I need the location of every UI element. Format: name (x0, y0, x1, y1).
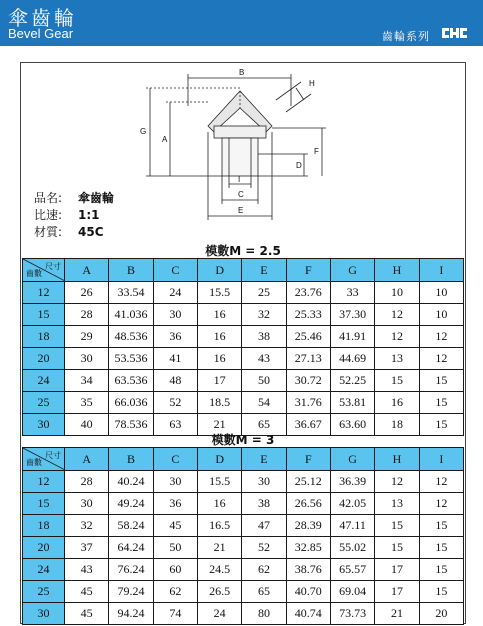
brand-logo-icon (440, 25, 468, 41)
module-title-2-5: 模數M = 2.5 (205, 244, 281, 258)
table-row (23, 326, 464, 348)
table-cell: 26.5 (197, 581, 241, 603)
table-cell: 94.24 (109, 603, 153, 625)
table-cell: 25.46 (286, 326, 330, 348)
column-header: H (375, 448, 419, 471)
spec-block (34, 190, 114, 241)
label-a: A (162, 135, 168, 144)
table-cell: 30 (242, 471, 286, 493)
table-cell: 40.70 (286, 581, 330, 603)
table-cell: 21 (375, 603, 419, 625)
table-row (23, 603, 464, 625)
table-cell: 52 (242, 537, 286, 559)
table-row (23, 559, 464, 581)
table-cell: 21 (197, 537, 241, 559)
teeth-count-cell: 12 (23, 471, 65, 493)
table-cell: 15 (375, 370, 419, 392)
table-cell: 16 (375, 392, 419, 414)
table-cell: 69.04 (330, 581, 374, 603)
table-cell: 50 (242, 370, 286, 392)
table-cell: 17 (375, 581, 419, 603)
spec-table-m3 (22, 447, 464, 625)
table-cell: 38 (242, 326, 286, 348)
table-row (23, 348, 464, 370)
table-row (23, 493, 464, 515)
table-cell: 26 (65, 282, 109, 304)
table-cell: 53.536 (109, 348, 153, 370)
table-cell: 18.5 (197, 392, 241, 414)
table-cell: 45 (65, 581, 109, 603)
table-cell: 30 (65, 348, 109, 370)
table-cell: 40.74 (286, 603, 330, 625)
label-c: C (238, 190, 244, 199)
teeth-count-cell: 18 (23, 515, 65, 537)
label-i: I (238, 175, 241, 184)
table-cell: 21 (197, 414, 241, 436)
spec-ratio-row (34, 207, 114, 224)
spec-ratio-label: 比速: (34, 208, 63, 222)
table-cell: 16 (197, 493, 241, 515)
corner-label-teeth: 齒數 (26, 269, 42, 278)
table-cell: 36.67 (286, 414, 330, 436)
spec-name-label: 品名: (34, 191, 63, 205)
table-row (23, 537, 464, 559)
table-cell: 60 (153, 559, 197, 581)
table-cell: 45 (153, 515, 197, 537)
header-bar (0, 0, 483, 46)
table-cell: 15 (375, 537, 419, 559)
column-header: I (419, 448, 463, 471)
spec-ratio-value: 1:1 (78, 208, 100, 222)
column-header: D (197, 448, 241, 471)
column-header: A (65, 448, 109, 471)
table-row (23, 392, 464, 414)
teeth-count-cell: 30 (23, 414, 65, 436)
table-cell: 41.036 (109, 304, 153, 326)
table-cell: 15 (419, 515, 463, 537)
table-cell: 15 (419, 392, 463, 414)
table-cell: 43 (65, 559, 109, 581)
table-cell: 74 (153, 603, 197, 625)
table-cell: 64.24 (109, 537, 153, 559)
table-cell: 33 (330, 282, 374, 304)
spec-name-row (34, 190, 114, 207)
label-g: G (140, 127, 147, 136)
table-cell: 20 (419, 603, 463, 625)
table-cell: 40 (65, 414, 109, 436)
teeth-count-cell: 20 (23, 537, 65, 559)
table-row (23, 581, 464, 603)
table-cell: 23.76 (286, 282, 330, 304)
table-cell: 37 (65, 537, 109, 559)
table-cell: 58.24 (109, 515, 153, 537)
label-h: H (309, 79, 315, 88)
column-header: I (419, 259, 463, 282)
table-cell: 10 (375, 282, 419, 304)
column-header: B (109, 448, 153, 471)
corner-label-size: 尺寸 (45, 262, 61, 271)
table-cell: 36 (153, 326, 197, 348)
teeth-count-cell: 25 (23, 581, 65, 603)
table-cell: 25.12 (286, 471, 330, 493)
spec-material-label: 材質: (34, 225, 63, 239)
table-cell: 15.5 (197, 282, 241, 304)
table-cell: 52.25 (330, 370, 374, 392)
table-cell: 65 (242, 414, 286, 436)
table-cell: 15 (375, 515, 419, 537)
table-cell: 30 (65, 493, 109, 515)
table-cell: 37.30 (330, 304, 374, 326)
column-header: D (197, 259, 241, 282)
table-cell: 17 (375, 559, 419, 581)
table-cell: 13 (375, 493, 419, 515)
table-cell: 25 (242, 282, 286, 304)
table-cell: 15 (419, 581, 463, 603)
bevel-gear-drawing (126, 66, 341, 228)
table-cell: 12 (419, 348, 463, 370)
table-cell: 16.5 (197, 515, 241, 537)
column-header: H (375, 259, 419, 282)
teeth-count-cell: 24 (23, 559, 65, 581)
spec-material-row (34, 224, 114, 241)
table-cell: 40.24 (109, 471, 153, 493)
table-corner-cell (23, 259, 65, 282)
table-cell: 12 (419, 493, 463, 515)
table-cell: 32.85 (286, 537, 330, 559)
table-cell: 30.72 (286, 370, 330, 392)
table-cell: 28 (65, 304, 109, 326)
table-cell: 44.69 (330, 348, 374, 370)
table-row (23, 515, 464, 537)
spec-name-value: 傘齒輪 (78, 191, 115, 205)
table-cell: 41 (153, 348, 197, 370)
teeth-count-cell: 20 (23, 348, 65, 370)
table-cell: 36 (153, 493, 197, 515)
table-cell: 13 (375, 348, 419, 370)
label-d: D (296, 161, 302, 170)
table-cell: 24 (153, 282, 197, 304)
table-cell: 38 (242, 493, 286, 515)
table-cell: 32 (65, 515, 109, 537)
teeth-count-cell: 25 (23, 392, 65, 414)
table-cell: 12 (419, 471, 463, 493)
table-cell: 54 (242, 392, 286, 414)
table-row (23, 471, 464, 493)
table-cell: 52 (153, 392, 197, 414)
table-cell: 16 (197, 326, 241, 348)
table-cell: 78.536 (109, 414, 153, 436)
table-cell: 27.13 (286, 348, 330, 370)
table-cell: 66.036 (109, 392, 153, 414)
column-header: E (242, 259, 286, 282)
table-cell: 12 (375, 326, 419, 348)
table-cell: 24.5 (197, 559, 241, 581)
table-cell: 73.73 (330, 603, 374, 625)
table-cell: 47 (242, 515, 286, 537)
table-cell: 10 (419, 282, 463, 304)
table-cell: 42.05 (330, 493, 374, 515)
teeth-count-cell: 15 (23, 493, 65, 515)
table-cell: 15.5 (197, 471, 241, 493)
table-cell: 43 (242, 348, 286, 370)
column-header: C (153, 448, 197, 471)
table-cell: 12 (375, 304, 419, 326)
table-cell: 16 (197, 348, 241, 370)
table-cell: 26.56 (286, 493, 330, 515)
column-header: E (242, 448, 286, 471)
table-cell: 55.02 (330, 537, 374, 559)
table-cell: 29 (65, 326, 109, 348)
table-cell: 41.91 (330, 326, 374, 348)
table-cell: 24 (197, 603, 241, 625)
column-header: G (330, 448, 374, 471)
table-header-row (23, 259, 464, 282)
table-cell: 63 (153, 414, 197, 436)
label-f: F (314, 147, 319, 156)
table-cell: 32 (242, 304, 286, 326)
column-header: B (109, 259, 153, 282)
teeth-count-cell: 30 (23, 603, 65, 625)
spec-table-m2-5 (22, 258, 464, 436)
table-cell: 31.76 (286, 392, 330, 414)
column-header: F (286, 448, 330, 471)
table-cell: 28 (65, 471, 109, 493)
table-cell: 15 (419, 537, 463, 559)
table-row (23, 370, 464, 392)
table-cell: 16 (197, 304, 241, 326)
series-label: 齒輪系列 (382, 30, 430, 43)
column-header: F (286, 259, 330, 282)
table-cell: 28.39 (286, 515, 330, 537)
column-header: G (330, 259, 374, 282)
label-b: B (239, 68, 245, 77)
teeth-count-cell: 12 (23, 282, 65, 304)
table-cell: 49.24 (109, 493, 153, 515)
table-cell: 79.24 (109, 581, 153, 603)
table-cell: 35 (65, 392, 109, 414)
table-cell: 34 (65, 370, 109, 392)
table-cell: 10 (419, 304, 463, 326)
table-cell: 48 (153, 370, 197, 392)
module-title-3: 模數M = 3 (211, 433, 275, 447)
table-cell: 50 (153, 537, 197, 559)
table-cell: 15 (419, 370, 463, 392)
table-cell: 12 (375, 471, 419, 493)
table-header-row (23, 448, 464, 471)
table-corner-cell (23, 448, 65, 471)
table-cell: 33.54 (109, 282, 153, 304)
table-cell: 76.24 (109, 559, 153, 581)
column-header: C (153, 259, 197, 282)
table-row (23, 282, 464, 304)
table-cell: 47.11 (330, 515, 374, 537)
table-cell: 62 (242, 559, 286, 581)
title-english: Bevel Gear (8, 26, 74, 41)
column-header: A (65, 259, 109, 282)
label-e: E (238, 206, 244, 215)
title-chinese: 傘齒輪 (8, 6, 77, 30)
table-cell: 30 (153, 471, 197, 493)
corner-label-teeth: 齒數 (26, 458, 42, 467)
table-cell: 12 (419, 326, 463, 348)
table-cell: 63.60 (330, 414, 374, 436)
table-cell: 65.57 (330, 559, 374, 581)
table-cell: 25.33 (286, 304, 330, 326)
table-cell: 80 (242, 603, 286, 625)
table-cell: 53.81 (330, 392, 374, 414)
table-cell: 65 (242, 581, 286, 603)
table-cell: 62 (153, 581, 197, 603)
table-cell: 15 (419, 559, 463, 581)
table-cell: 36.39 (330, 471, 374, 493)
table-row (23, 304, 464, 326)
table-cell: 45 (65, 603, 109, 625)
teeth-count-cell: 15 (23, 304, 65, 326)
teeth-count-cell: 24 (23, 370, 65, 392)
table-cell: 38.76 (286, 559, 330, 581)
table-cell: 17 (197, 370, 241, 392)
table-cell: 30 (153, 304, 197, 326)
teeth-count-cell: 18 (23, 326, 65, 348)
corner-label-size: 尺寸 (45, 451, 61, 460)
table-cell: 18 (375, 414, 419, 436)
table-cell: 15 (419, 414, 463, 436)
table-cell: 48.536 (109, 326, 153, 348)
table-cell: 63.536 (109, 370, 153, 392)
spec-material-value: 45C (78, 225, 104, 239)
